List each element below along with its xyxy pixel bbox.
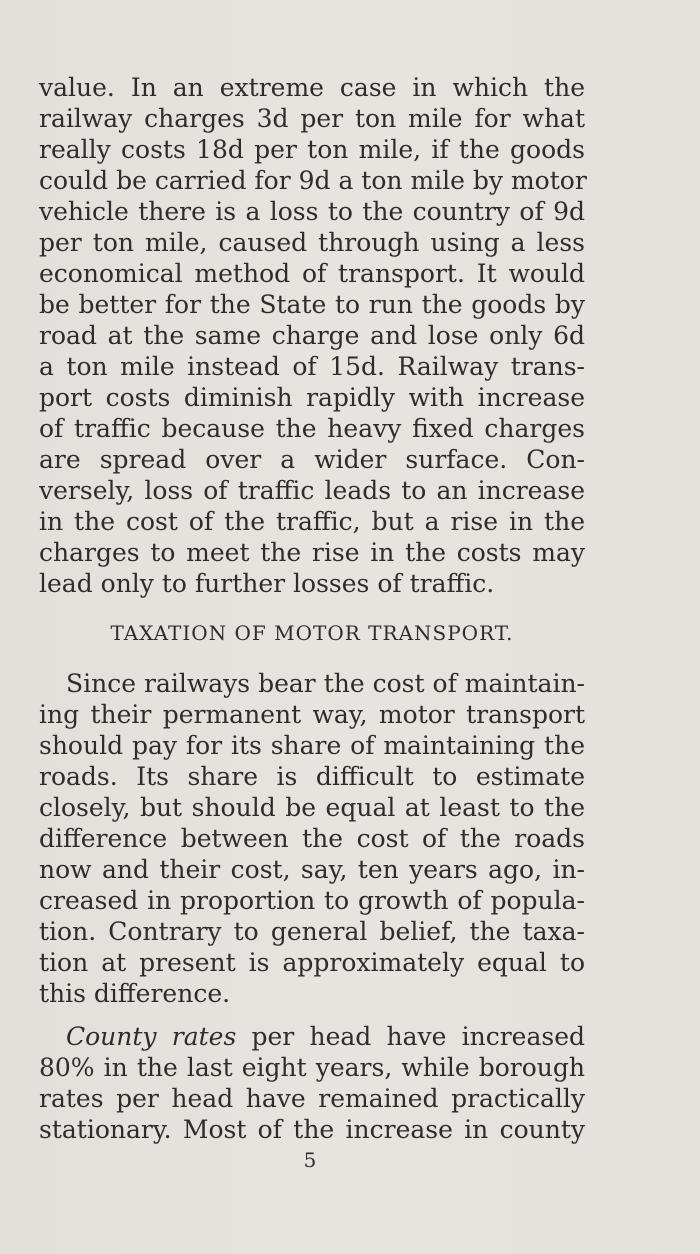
paragraph-line: closely, but should be equal at least to the	[39, 793, 585, 822]
paragraph-line: now and their cost, say, ten years ago, in-	[39, 855, 585, 884]
paragraph-line: vehicle there is a loss to the country of 9d	[39, 197, 585, 226]
paragraph-line: creased in proportion to growth of popula-	[39, 886, 585, 915]
paragraph-1	[39, 72, 585, 599]
paragraph-line: port costs diminish rapidly with increase	[39, 383, 585, 412]
paragraph-line: are spread over a wider surface. Con-	[39, 445, 585, 474]
paragraph-line: Since railways bear the cost of maintain-	[66, 669, 585, 698]
paragraph-line: per ton mile, caused through using a less	[39, 228, 585, 257]
paragraph-line	[39, 1021, 585, 1052]
paragraph-line: railway charges 3d per ton mile for what	[39, 104, 585, 133]
paragraph-line: could be carried for 9d a ton mile by motor	[39, 166, 587, 195]
paragraph-line: charges to meet the rise in the costs may	[39, 538, 585, 567]
paragraph-line: 80% in the last eight years, while borough	[39, 1053, 585, 1082]
paragraph-line: ing their permanent way, motor transport	[39, 700, 585, 729]
first-line-rest: per head have increased	[236, 1022, 585, 1051]
paragraph-line: value. In an extreme case in which the	[39, 73, 585, 102]
paragraph-line: versely, loss of traffic leads to an increase	[39, 476, 585, 505]
paragraph-2	[39, 668, 585, 1009]
paragraph-line: difference between the cost of the roads	[39, 824, 585, 853]
paragraph-line: lead only to further losses of traffic.	[39, 569, 495, 598]
body-text	[39, 72, 585, 1145]
italic-lead: County rates	[66, 1022, 237, 1051]
paragraph-3	[39, 1021, 585, 1145]
paragraph-gap	[39, 1009, 585, 1021]
paragraph-line: tion. Contrary to general belief, the taxa-	[39, 917, 585, 946]
paragraph-line: be better for the State to run the goods by	[39, 290, 585, 319]
paragraph-line: really costs 18d per ton mile, if the goods	[39, 135, 585, 164]
page-number: 5	[303, 1148, 317, 1172]
paragraph-line: road at the same charge and lose only 6d	[39, 321, 585, 350]
paragraph-line: of traffic because the heavy fixed charges	[39, 414, 585, 443]
section-heading: TAXATION OF MOTOR TRANSPORT.	[110, 621, 514, 645]
paragraph-line: stationary. Most of the increase in county	[39, 1115, 585, 1144]
paragraph-line: a ton mile instead of 15d. Railway trans-	[39, 352, 585, 381]
paragraph-line: economical method of transport. It would	[39, 259, 585, 288]
paragraph-line: rates per head have remained practically	[39, 1084, 585, 1113]
paragraph-line: this difference.	[39, 979, 231, 1008]
paragraph-line: should pay for its share of maintaining the	[39, 731, 585, 760]
paragraph-line: roads. Its share is difficult to estimate	[39, 762, 585, 791]
paragraph-line: in the cost of the traffic, but a rise in the	[39, 507, 585, 536]
paragraph-line: tion at present is approximately equal to	[39, 948, 585, 977]
